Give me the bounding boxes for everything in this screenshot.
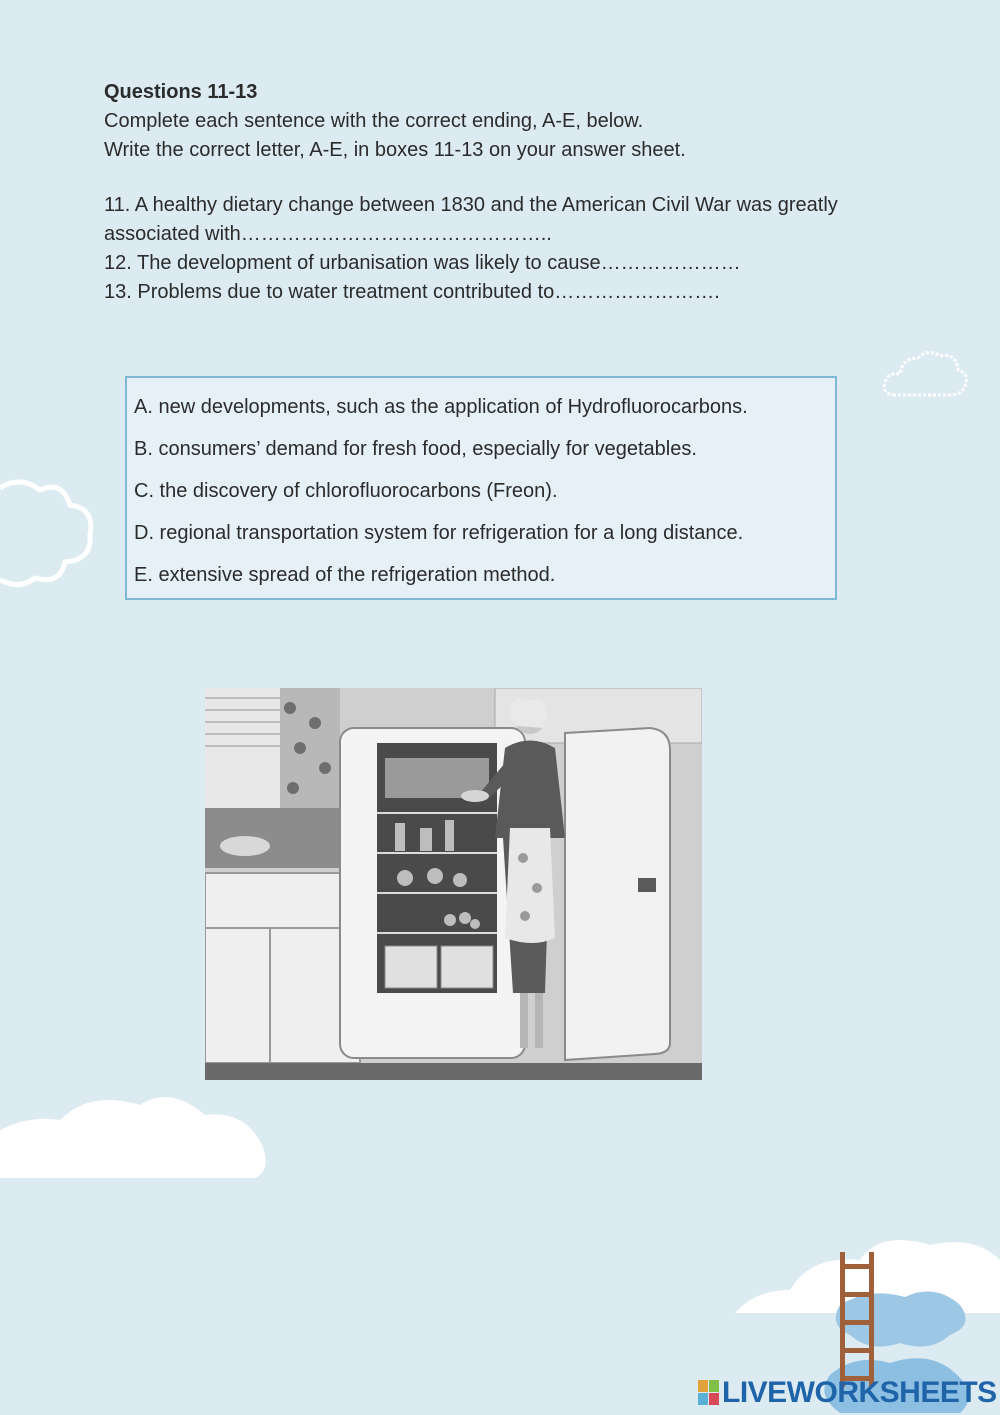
option-c: C. the discovery of chlorofluorocarbons (Freon). xyxy=(134,480,558,502)
option-a: A. new developments, such as the application of Hydrofluorocarbons. xyxy=(134,396,748,418)
question-12: 12. The development of urbanisation was likely to cause………………… xyxy=(104,252,741,274)
question-11-continued: associated with……………………………………….. xyxy=(104,223,552,245)
cloud-icon xyxy=(0,470,100,590)
liveworksheets-logo-icon xyxy=(698,1380,720,1406)
question-13: 13. Problems due to water treatment contributed to……………………. xyxy=(104,281,720,303)
option-d: D. regional transportation system for refrigeration for a long distance. xyxy=(134,522,744,544)
endings-box xyxy=(125,376,837,600)
question-11: 11. A healthy dietary change between 1830 and the American Civil War was greatly xyxy=(104,194,838,216)
instruction-line: Write the correct letter, A-E, in boxes 11-13 on your answer sheet. xyxy=(104,139,686,161)
vintage-refrigerator-photo xyxy=(205,688,702,1080)
ladder-icon xyxy=(836,1252,878,1387)
option-e: E. extensive spread of the refrigeration method. xyxy=(134,564,556,586)
section-title: Questions 11-13 xyxy=(104,81,258,103)
cloud-icon xyxy=(880,340,970,408)
cloud-icon xyxy=(0,1090,270,1180)
option-b: B. consumers’ demand for fresh food, especially for vegetables. xyxy=(134,438,697,460)
liveworksheets-logo xyxy=(698,1376,997,1410)
question-text xyxy=(104,78,924,307)
instruction-line: Complete each sentence with the correct ending, A-E, below. xyxy=(104,110,644,132)
brand-name: LIVEWORKSHEETS xyxy=(722,1376,997,1409)
